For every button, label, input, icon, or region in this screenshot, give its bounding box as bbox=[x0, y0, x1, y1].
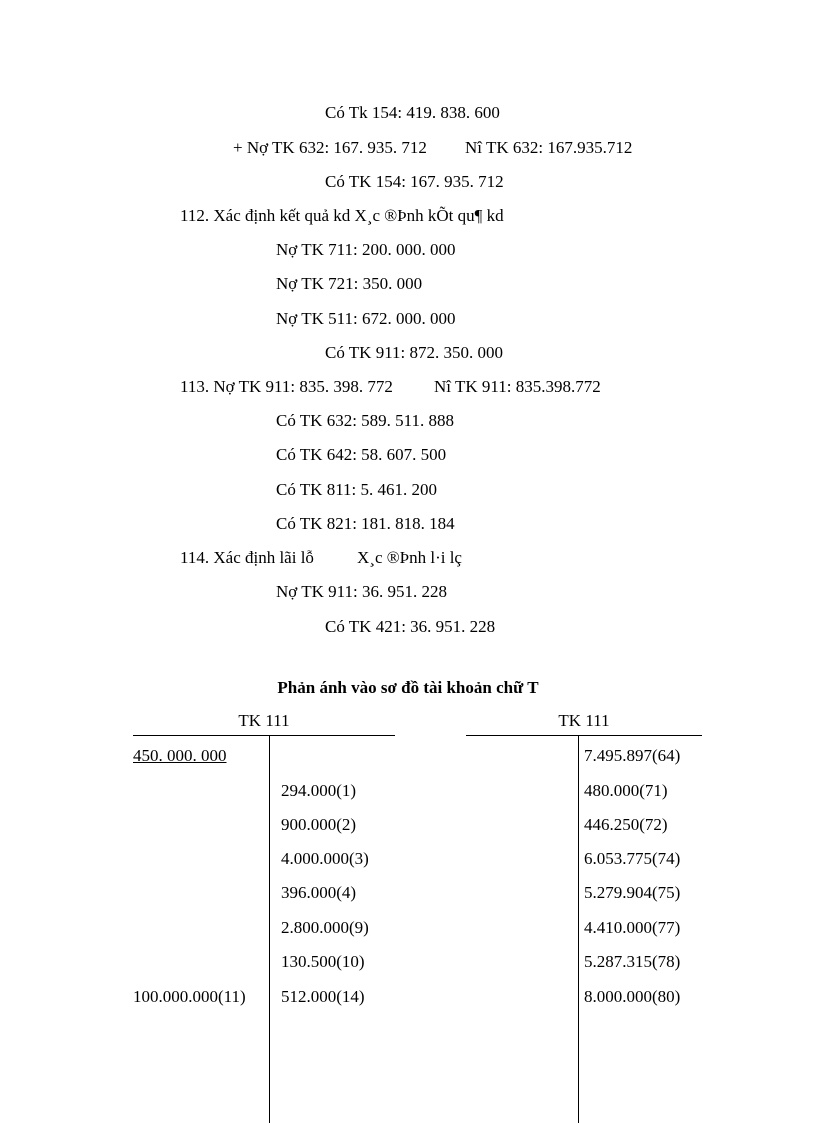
credit-cell: 512.000(14) bbox=[281, 987, 365, 1006]
t-account-header-right: TK 111 bbox=[558, 711, 610, 730]
debit-cell: 100.000.000(11) bbox=[133, 987, 246, 1006]
entry-line: Nợ TK 721: 350. 000 bbox=[276, 274, 423, 293]
entry-heading: 112. Xác định kết quả kd X¸c ®Þnh kÕt qu¶ kd bbox=[180, 206, 504, 225]
credit-cell: 4.000.000(3) bbox=[281, 849, 369, 868]
entry-line: Có TK 821: 181. 818. 184 bbox=[276, 514, 455, 533]
section-title: Phản ánh vào sơ đồ tài khoản chữ T bbox=[277, 678, 539, 697]
credit-cell: 446.250(72) bbox=[584, 815, 668, 834]
entry-line-garbled: Nî TK 911: 835.398.772 bbox=[434, 377, 601, 396]
credit-cell: 4.410.000(77) bbox=[584, 918, 681, 937]
entry-heading: 114. Xác định lãi lỗ bbox=[180, 548, 314, 567]
entry-line: Có TK 421: 36. 951. 228 bbox=[325, 617, 496, 636]
t-account-vline-left bbox=[269, 735, 270, 1123]
entry-line: Có TK 642: 58. 607. 500 bbox=[276, 445, 447, 464]
entry-line-garbled: X¸c ®Þnh l·i lç bbox=[357, 548, 462, 567]
credit-cell: 8.000.000(80) bbox=[584, 987, 681, 1006]
credit-cell: 2.800.000(9) bbox=[281, 918, 369, 937]
entry-line-garbled: Nî TK 632: 167.935.712 bbox=[465, 138, 633, 157]
entry-line: Có TK 811: 5. 461. 200 bbox=[276, 480, 438, 499]
credit-cell: 6.053.775(74) bbox=[584, 849, 681, 868]
credit-cell: 5.279.904(75) bbox=[584, 883, 681, 902]
credit-cell: 130.500(10) bbox=[281, 952, 365, 971]
credit-cell: 396.000(4) bbox=[281, 883, 357, 902]
t-account-hline-left bbox=[133, 735, 395, 736]
credit-cell: 7.495.897(64) bbox=[584, 746, 681, 765]
credit-cell: 900.000(2) bbox=[281, 815, 357, 834]
entry-line: Có TK 154: 167. 935. 712 bbox=[325, 172, 504, 191]
debit-cell: 450. 000. 000 bbox=[133, 746, 227, 765]
entry-line: Nợ TK 911: 36. 951. 228 bbox=[276, 582, 447, 601]
entry-line: Có Tk 154: 419. 838. 600 bbox=[325, 103, 500, 122]
t-account-hline-right bbox=[466, 735, 702, 736]
entry-line: Có TK 911: 872. 350. 000 bbox=[325, 343, 504, 362]
credit-cell: 294.000(1) bbox=[281, 781, 357, 800]
entry-line: Nợ TK 511: 672. 000. 000 bbox=[276, 309, 456, 328]
entry-heading: 113. Nợ TK 911: 835. 398. 772 bbox=[180, 377, 393, 396]
credit-cell: 5.287.315(78) bbox=[584, 952, 681, 971]
entry-line: Có TK 632: 589. 511. 888 bbox=[276, 411, 455, 430]
t-account-vline-right bbox=[578, 735, 579, 1123]
entry-line: Nợ TK 711: 200. 000. 000 bbox=[276, 240, 456, 259]
credit-cell: 480.000(71) bbox=[584, 781, 668, 800]
entry-line: + Nợ TK 632: 167. 935. 712 bbox=[233, 138, 427, 157]
t-account-header-left: TK 111 bbox=[238, 711, 290, 730]
